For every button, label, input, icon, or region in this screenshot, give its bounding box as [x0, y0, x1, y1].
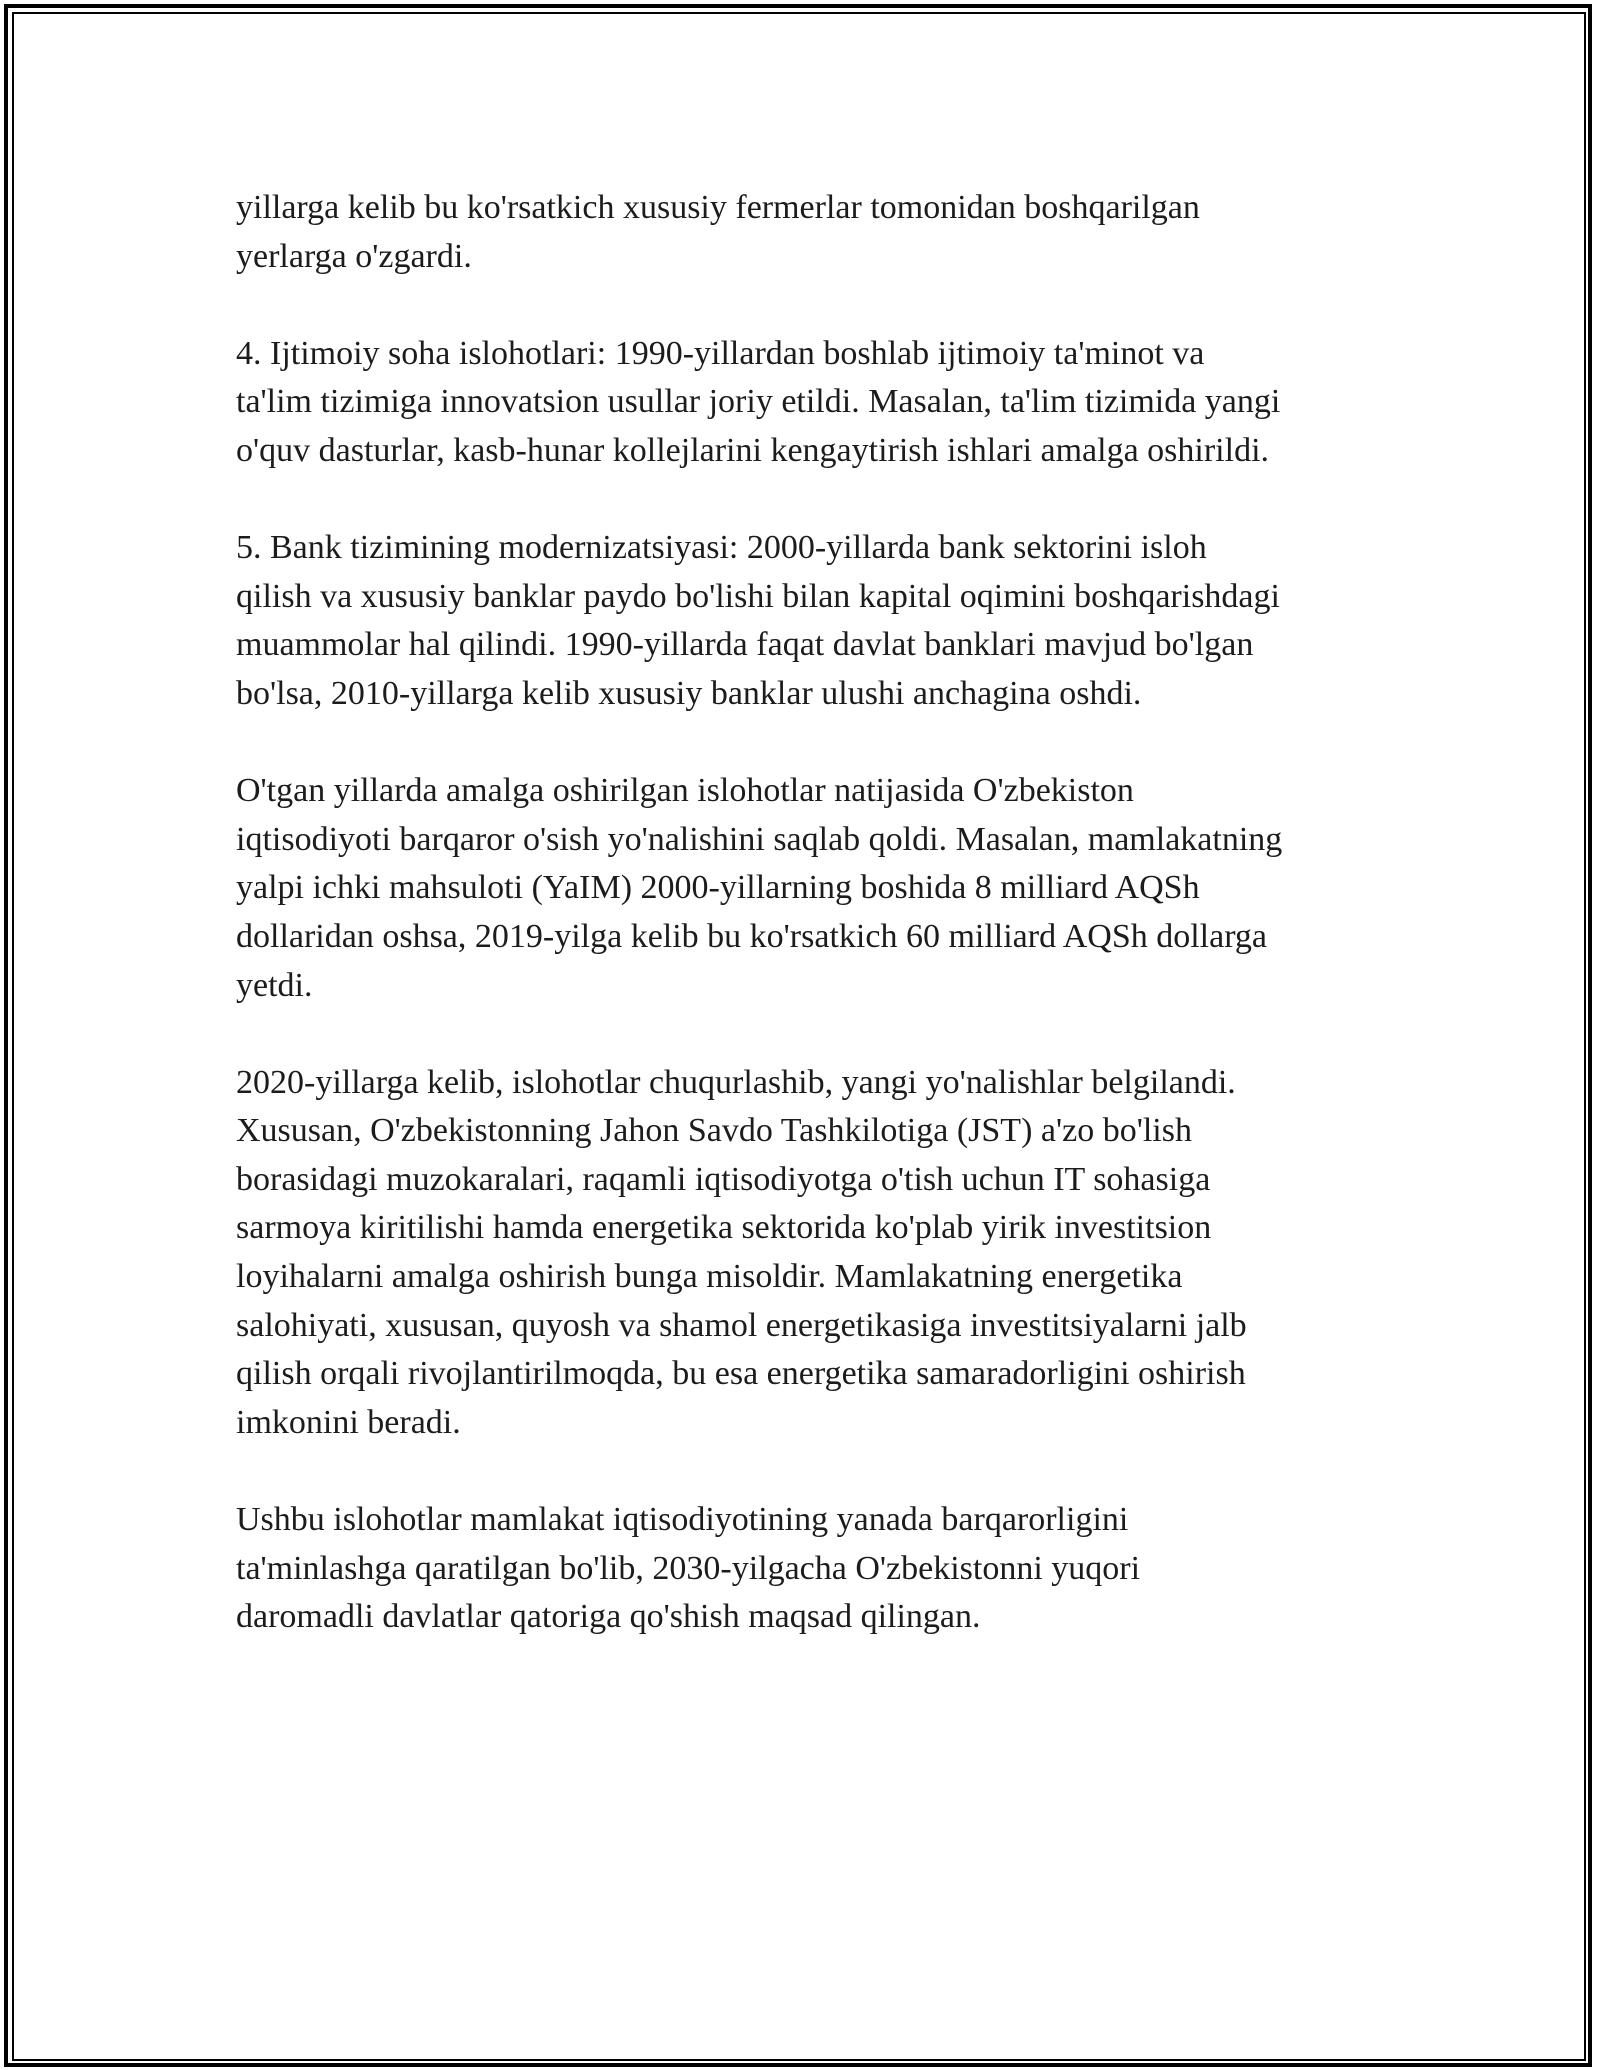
- text-line: Xususan, O'zbekistonning Jahon Savdo Tashkilotiga (JST) a'zo bo'lish: [236, 1112, 1192, 1150]
- page-body: [236, 184, 1386, 1690]
- text-line: 4. Ijtimoiy soha islohotlari: 1990-yillardan boshlab ijtimoiy ta'minot va: [236, 334, 1205, 372]
- text-line: qilish orqali rivojlantirilmoqda, bu esa energetika samaradorligini oshirish: [236, 1355, 1246, 1393]
- text-line: salohiyati, xususan, quyosh va shamol energetikasiga investitsiyalarni jalb: [236, 1306, 1247, 1344]
- text-line: Ushbu islohotlar mamlakat iqtisodiyotining yanada barqarorligini: [236, 1501, 1129, 1539]
- paragraph: [236, 767, 1386, 1010]
- paragraph: [236, 184, 1386, 281]
- paragraph: [236, 330, 1386, 476]
- text-line: O'tgan yillarda amalga oshirilgan islohotlar natijasida O'zbekiston: [236, 772, 1134, 810]
- text-line: loyihalarni amalga oshirish bunga misoldir. Mamlakatning energetika: [236, 1258, 1183, 1296]
- text-line: yetdi.: [236, 966, 313, 1004]
- text-line: qilish va xususiy banklar paydo bo'lishi bilan kapital oqimini boshqarishdagi: [236, 577, 1280, 615]
- text-line: o'quv dasturlar, kasb-hunar kollejlarini kengaytirish ishlari amalga oshirildi.: [236, 431, 1270, 469]
- text-line: borasidagi muzokaralari, raqamli iqtisodiyotga o'tish uchun IT sohasiga: [236, 1160, 1211, 1198]
- text-line: sarmoya kiritilishi hamda energetika sektorida ko'plab yirik investitsion: [236, 1209, 1212, 1247]
- text-line: iqtisodiyoti barqaror o'sish yo'nalishini saqlab qoldi. Masalan, mamlakatning: [236, 820, 1283, 858]
- text-line: daromadli davlatlar qatoriga qo'shish maqsad qilingan.: [236, 1598, 981, 1636]
- text-line: yerlarga o'zgardi.: [236, 237, 472, 275]
- text-line: 2020-yillarga kelib, islohotlar chuqurlashib, yangi yo'nalishlar belgilandi.: [236, 1063, 1236, 1101]
- text-line: 5. Bank tizimining modernizatsiyasi: 2000-yillarda bank sektorini isloh: [236, 529, 1207, 567]
- text-line: yalpi ichki mahsuloti (YaIM) 2000-yillarning boshida 8 milliard AQSh: [236, 869, 1200, 907]
- text-line: imkonini beradi.: [236, 1403, 461, 1441]
- paragraph: [236, 1059, 1386, 1448]
- text-line: dollaridan oshsa, 2019-yilga kelib bu ko'rsatkich 60 milliard AQSh dollarga: [236, 917, 1268, 955]
- text-line: ta'minlashga qaratilgan bo'lib, 2030-yilgacha O'zbekistonni yuqori: [236, 1549, 1141, 1587]
- text-line: bo'lsa, 2010-yillarga kelib xususiy banklar ulushi anchagina oshdi.: [236, 674, 1142, 712]
- text-line: yillarga kelib bu ko'rsatkich xususiy fermerlar tomonidan boshqarilgan: [236, 189, 1200, 226]
- paragraph: [236, 524, 1386, 718]
- text-line: ta'lim tizimiga innovatsion usullar joriy etildi. Masalan, ta'lim tizimida yangi: [236, 383, 1281, 421]
- paragraph: [236, 1496, 1386, 1642]
- text-line: muammolar hal qilindi. 1990-yillarda faqat davlat banklari mavjud bo'lgan: [236, 626, 1254, 664]
